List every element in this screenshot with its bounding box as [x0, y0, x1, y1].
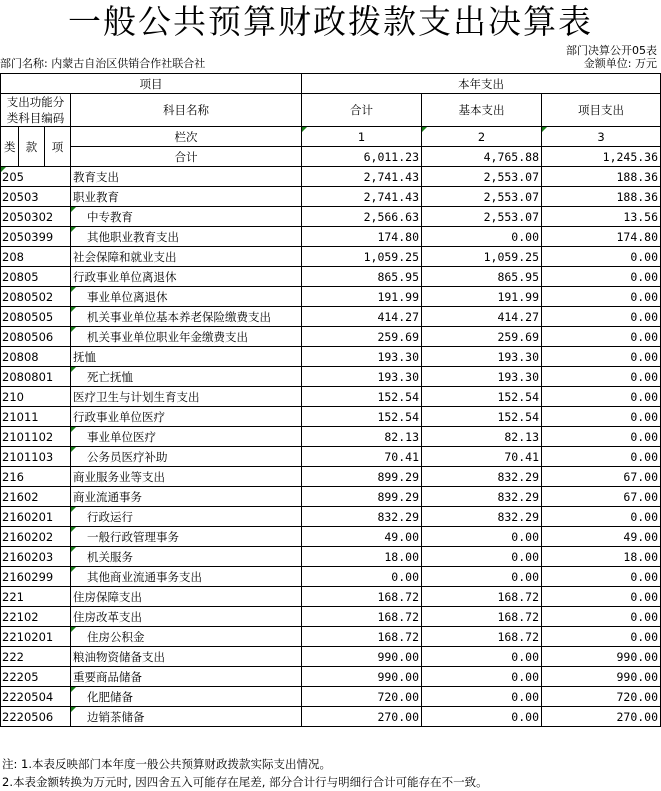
row-total: 193.30 — [302, 347, 422, 367]
table-row — [1, 547, 661, 567]
row-basic: 0.00 — [422, 227, 542, 247]
row-total: 1,059.25 — [302, 247, 422, 267]
row-subject-name: 事业单位离退休 — [71, 287, 302, 307]
row-project: 270.00 — [542, 707, 661, 727]
row-project: 188.36 — [542, 167, 661, 187]
footnote: 2.本表金额转换为万元时, 因四舍五入可能存在尾差, 部分合计行与明细行合计可能存在不一致。 — [2, 775, 488, 789]
row-total: 720.00 — [302, 687, 422, 707]
row-subject-name: 中专教育 — [71, 207, 302, 227]
header-row-2 — [1, 94, 661, 127]
row-basic: 193.30 — [422, 347, 542, 367]
table-row — [1, 327, 661, 347]
table-row — [1, 287, 661, 307]
table-row — [1, 687, 661, 707]
row-subject-name: 住房保障支出 — [71, 587, 302, 607]
row-subject-name: 住房改革支出 — [71, 607, 302, 627]
row-code: 2220504 — [1, 687, 71, 707]
row-project: 0.00 — [542, 627, 661, 647]
header-total: 合计 — [302, 94, 422, 127]
row-total: 414.27 — [302, 307, 422, 327]
row-total: 2,741.43 — [302, 187, 422, 207]
column-order-2: 2 — [422, 127, 542, 147]
header-basic: 基本支出 — [422, 94, 542, 127]
row-code: 22102 — [1, 607, 71, 627]
row-total: 990.00 — [302, 667, 422, 687]
row-code: 205 — [1, 167, 71, 187]
table-row — [1, 387, 661, 407]
row-project: 0.00 — [542, 307, 661, 327]
table-row — [1, 347, 661, 367]
row-project: 0.00 — [542, 607, 661, 627]
row-project: 49.00 — [542, 527, 661, 547]
row-total: 168.72 — [302, 607, 422, 627]
row-project: 0.00 — [542, 327, 661, 347]
header-subject-name: 科目名称 — [71, 94, 302, 127]
table-row — [1, 367, 661, 387]
department-row — [0, 57, 657, 70]
row-basic: 168.72 — [422, 627, 542, 647]
table-row — [1, 647, 661, 667]
column-order-label: 栏次 — [71, 127, 302, 147]
row-subject-name: 行政运行 — [71, 507, 302, 527]
row-basic: 0.00 — [422, 707, 542, 727]
row-subject-name: 机关服务 — [71, 547, 302, 567]
total-project: 1,245.36 — [542, 147, 661, 167]
row-subject-name: 商业流通事务 — [71, 487, 302, 507]
row-code: 2160201 — [1, 507, 71, 527]
row-subject-name: 行政事业单位离退休 — [71, 267, 302, 287]
row-project: 0.00 — [542, 507, 661, 527]
header-lei: 类 — [1, 127, 19, 167]
table-row — [1, 707, 661, 727]
table-row — [1, 467, 661, 487]
table-row — [1, 487, 661, 507]
row-code: 2101103 — [1, 447, 71, 467]
row-code: 2101102 — [1, 427, 71, 447]
footnote: 注: 1.本表反映部门本年度一般公共预算财政拨款实际支出情况。 — [2, 757, 331, 771]
row-project: 990.00 — [542, 647, 661, 667]
row-project: 13.56 — [542, 207, 661, 227]
row-subject-name: 教育支出 — [71, 167, 302, 187]
row-subject-name: 机关事业单位职业年金缴费支出 — [71, 327, 302, 347]
row-project: 0.00 — [542, 267, 661, 287]
header-item: 项目 — [1, 74, 302, 94]
row-total: 899.29 — [302, 487, 422, 507]
row-total: 49.00 — [302, 527, 422, 547]
row-subject-name: 医疗卫生与计划生育支出 — [71, 387, 302, 407]
row-project: 0.00 — [542, 287, 661, 307]
row-total: 18.00 — [302, 547, 422, 567]
row-project: 0.00 — [542, 347, 661, 367]
form-number: 部门决算公开05表 — [566, 44, 657, 57]
row-basic: 832.29 — [422, 467, 542, 487]
row-total: 191.99 — [302, 287, 422, 307]
row-total: 152.54 — [302, 387, 422, 407]
table-row — [1, 207, 661, 227]
row-total: 2,741.43 — [302, 167, 422, 187]
row-basic: 152.54 — [422, 387, 542, 407]
row-basic: 82.13 — [422, 427, 542, 447]
row-total: 270.00 — [302, 707, 422, 727]
department-name: 部门名称: 内蒙古自治区供销合作社联合社 — [0, 57, 206, 70]
row-total: 990.00 — [302, 647, 422, 667]
header-kuan: 款 — [19, 127, 45, 167]
header-xiang: 项 — [45, 127, 71, 167]
table-row — [1, 167, 661, 187]
row-code: 2080506 — [1, 327, 71, 347]
row-code: 2210201 — [1, 627, 71, 647]
row-subject-name: 住房公积金 — [71, 627, 302, 647]
row-total: 168.72 — [302, 627, 422, 647]
row-total: 82.13 — [302, 427, 422, 447]
row-basic: 0.00 — [422, 567, 542, 587]
row-project: 990.00 — [542, 667, 661, 687]
row-basic: 832.29 — [422, 487, 542, 507]
row-code: 2160202 — [1, 527, 71, 547]
row-code: 208 — [1, 247, 71, 267]
row-total: 168.72 — [302, 587, 422, 607]
total-label: 合计 — [71, 147, 302, 167]
expenditure-table — [0, 73, 661, 727]
row-basic: 865.95 — [422, 267, 542, 287]
row-code: 20808 — [1, 347, 71, 367]
row-project: 0.00 — [542, 387, 661, 407]
row-basic: 168.72 — [422, 587, 542, 607]
row-total: 152.54 — [302, 407, 422, 427]
row-basic: 191.99 — [422, 287, 542, 307]
row-project: 67.00 — [542, 467, 661, 487]
row-code: 21011 — [1, 407, 71, 427]
table-row — [1, 667, 661, 687]
row-basic: 0.00 — [422, 527, 542, 547]
row-subject-name: 一般行政管理事务 — [71, 527, 302, 547]
row-total: 174.80 — [302, 227, 422, 247]
table-row — [1, 187, 661, 207]
amount-unit: 金额单位: 万元 — [583, 57, 657, 70]
row-total: 899.29 — [302, 467, 422, 487]
row-basic: 414.27 — [422, 307, 542, 327]
row-project: 0.00 — [542, 447, 661, 467]
row-basic: 70.41 — [422, 447, 542, 467]
row-basic: 193.30 — [422, 367, 542, 387]
table-row — [1, 407, 661, 427]
row-subject-name: 粮油物资储备支出 — [71, 647, 302, 667]
row-basic: 2,553.07 — [422, 187, 542, 207]
header-row-1 — [1, 74, 661, 94]
row-subject-name: 其他商业流通事务支出 — [71, 567, 302, 587]
row-basic: 259.69 — [422, 327, 542, 347]
table-row — [1, 567, 661, 587]
row-code: 210 — [1, 387, 71, 407]
row-code: 221 — [1, 587, 71, 607]
row-code: 2220506 — [1, 707, 71, 727]
row-code: 21602 — [1, 487, 71, 507]
row-basic: 832.29 — [422, 507, 542, 527]
row-basic: 168.72 — [422, 607, 542, 627]
row-project: 0.00 — [542, 407, 661, 427]
row-basic: 152.54 — [422, 407, 542, 427]
row-project: 0.00 — [542, 427, 661, 447]
table-row — [1, 307, 661, 327]
row-subject-name: 事业单位医疗 — [71, 427, 302, 447]
row-code: 20805 — [1, 267, 71, 287]
column-order-1: 1 — [302, 127, 422, 147]
row-code: 2080502 — [1, 287, 71, 307]
total-row — [1, 147, 661, 167]
table-row — [1, 227, 661, 247]
table-row — [1, 247, 661, 267]
row-subject-name: 边销茶储备 — [71, 707, 302, 727]
row-code: 2050399 — [1, 227, 71, 247]
header-func-code: 支出功能分类科目编码 — [1, 94, 71, 127]
row-subject-name: 重要商品储备 — [71, 667, 302, 687]
row-project: 720.00 — [542, 687, 661, 707]
row-project: 174.80 — [542, 227, 661, 247]
row-basic: 0.00 — [422, 687, 542, 707]
row-project: 67.00 — [542, 487, 661, 507]
row-project: 0.00 — [542, 247, 661, 267]
table-row — [1, 267, 661, 287]
row-code: 22205 — [1, 667, 71, 687]
table-row — [1, 527, 661, 547]
row-project: 0.00 — [542, 367, 661, 387]
row-project: 0.00 — [542, 567, 661, 587]
row-total: 2,566.63 — [302, 207, 422, 227]
row-code: 2160203 — [1, 547, 71, 567]
row-subject-name: 行政事业单位医疗 — [71, 407, 302, 427]
total-basic: 4,765.88 — [422, 147, 542, 167]
table-row — [1, 627, 661, 647]
row-basic: 1,059.25 — [422, 247, 542, 267]
table-row — [1, 507, 661, 527]
row-total: 193.30 — [302, 367, 422, 387]
row-basic: 0.00 — [422, 547, 542, 567]
row-total: 865.95 — [302, 267, 422, 287]
row-code: 2050302 — [1, 207, 71, 227]
row-subject-name: 化肥储备 — [71, 687, 302, 707]
row-subject-name: 公务员医疗补助 — [71, 447, 302, 467]
row-code: 216 — [1, 467, 71, 487]
row-project: 188.36 — [542, 187, 661, 207]
row-subject-name: 职业教育 — [71, 187, 302, 207]
row-total: 259.69 — [302, 327, 422, 347]
table-row — [1, 607, 661, 627]
row-total: 0.00 — [302, 567, 422, 587]
header-current-year: 本年支出 — [302, 74, 661, 94]
header-project: 项目支出 — [542, 94, 661, 127]
row-subject-name: 机关事业单位基本养老保险缴费支出 — [71, 307, 302, 327]
row-subject-name: 死亡抚恤 — [71, 367, 302, 387]
report-title: 一般公共预算财政拨款支出决算表 — [68, 2, 593, 41]
row-basic: 0.00 — [422, 647, 542, 667]
row-code: 2080505 — [1, 307, 71, 327]
table-row — [1, 427, 661, 447]
column-order-3: 3 — [542, 127, 661, 147]
row-basic: 0.00 — [422, 667, 542, 687]
row-subject-name: 抚恤 — [71, 347, 302, 367]
total-amount: 6,011.23 — [302, 147, 422, 167]
row-subject-name: 其他职业教育支出 — [71, 227, 302, 247]
row-subject-name: 商业服务业等支出 — [71, 467, 302, 487]
table-row — [1, 447, 661, 467]
row-total: 832.29 — [302, 507, 422, 527]
row-code: 2080801 — [1, 367, 71, 387]
row-code: 222 — [1, 647, 71, 667]
row-basic: 2,553.07 — [422, 207, 542, 227]
row-project: 0.00 — [542, 587, 661, 607]
row-code: 20503 — [1, 187, 71, 207]
row-code: 2160299 — [1, 567, 71, 587]
row-project: 18.00 — [542, 547, 661, 567]
table-row — [1, 587, 661, 607]
row-subject-name: 社会保障和就业支出 — [71, 247, 302, 267]
row-total: 70.41 — [302, 447, 422, 467]
row-basic: 2,553.07 — [422, 167, 542, 187]
column-order-row — [1, 127, 661, 147]
